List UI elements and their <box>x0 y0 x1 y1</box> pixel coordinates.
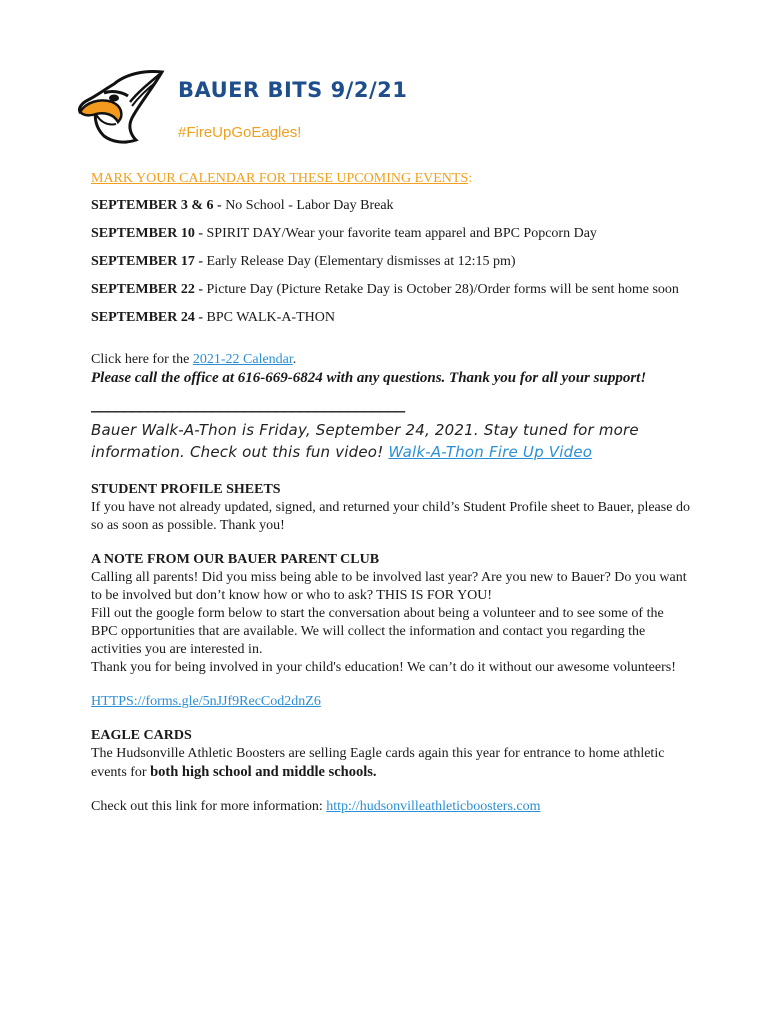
newsletter-body <box>91 170 691 816</box>
event-item <box>91 197 691 215</box>
parent-club-heading: A NOTE FROM OUR BAUER PARENT CLUB <box>91 552 380 567</box>
event-description: BPC WALK-A-THON <box>203 310 335 325</box>
eagle-head-icon <box>74 66 166 146</box>
parent-club-p1: Calling all parents! Did you miss being able to be involved last year? Are you new to Bauer? Do you want to be involved but don’t know how or who to ask? THIS IS FOR YOU! <box>91 570 687 603</box>
newsletter-title: BAUER BITS 9/2/21 <box>178 78 408 102</box>
profile-heading: STUDENT PROFILE SHEETS <box>91 482 281 497</box>
event-description: SPIRIT DAY/Wear your favorite team apparel and BPC Popcorn Day <box>203 226 597 241</box>
section-divider: _______________________________________ <box>91 395 405 413</box>
form-link-line <box>91 693 691 711</box>
event-description: No School - Labor Day Break <box>221 198 394 213</box>
boosters-link-line: Check out this link for more information: http://hudsonvilleathleticboosters.com <box>91 799 541 814</box>
event-date: SEPTEMBER 22 - <box>91 282 204 297</box>
event-description: Early Release Day (Elementary dismisses at 12:15 pm) <box>203 254 516 269</box>
profile-body: If you have not already updated, signed, and returned your child’s Student Profile sheet to Bauer, please do so as soon as possible. Thank you! <box>91 500 690 533</box>
event-date: SEPTEMBER 24 - <box>91 310 204 325</box>
calendar-link-line: Click here for the 2021-22 Calendar. <box>91 352 297 367</box>
parent-club-p3: Thank you for being involved in your child's education! We can’t do it without our awesome volunteers! <box>91 660 676 675</box>
event-date: SEPTEMBER 3 & 6 - <box>91 198 222 213</box>
calendar-heading: MARK YOUR CALENDAR FOR THESE UPCOMING EVENTS: <box>91 171 473 186</box>
office-callout: Please call the office at 616-669-6824 with any questions. Thank you for all your support! <box>91 370 647 386</box>
event-item <box>91 281 691 299</box>
google-form-link[interactable]: HTTPS://forms.gle/5nJJf9RecCod2dnZ6 <box>91 694 321 709</box>
eagle-cards-body: The Hudsonville Athletic Boosters are selling Eagle cards again this year for entrance to home athletic events for both high school and middle schools. <box>91 746 665 780</box>
boosters-link[interactable]: http://hudsonvilleathleticboosters.com <box>326 799 541 814</box>
event-item <box>91 253 691 271</box>
hashtag: #FireUpGoEagles! <box>178 124 302 141</box>
walkathon-announcement: Bauer Walk-A-Thon is Friday, September 24, 2021. Stay tuned for more information. Check out this fun video! Walk-A-Thon Fire Up Video <box>91 421 639 461</box>
event-item <box>91 309 691 327</box>
event-description: Picture Day (Picture Retake Day is October 28)/Order forms will be sent home soon <box>203 282 679 297</box>
eagle-cards-heading: EAGLE CARDS <box>91 728 192 743</box>
event-item <box>91 225 691 243</box>
parent-club-p2: Fill out the google form below to start the conversation about being a volunteer and to see some of the BPC opportunities that are available. We will collect the information and contact you regarding the activities you are interested in. <box>91 606 664 657</box>
walkathon-video-link[interactable]: Walk-A-Thon Fire Up Video <box>388 443 593 461</box>
calendar-link[interactable]: 2021-22 Calendar <box>192 352 293 367</box>
event-date: SEPTEMBER 17 - <box>91 254 204 269</box>
event-date: SEPTEMBER 10 - <box>91 226 204 241</box>
